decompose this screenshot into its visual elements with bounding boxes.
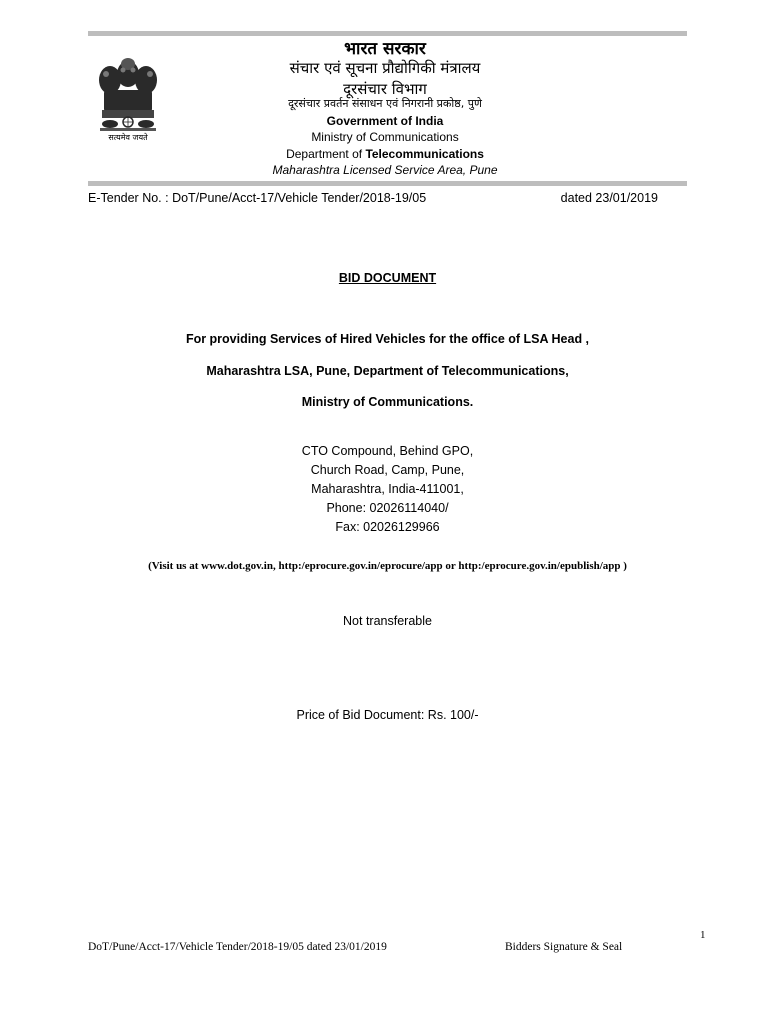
tender-date: dated 23/01/2019 xyxy=(560,191,658,205)
purpose-line-3: Ministry of Communications. xyxy=(301,395,474,409)
header-government: Government of India xyxy=(326,114,444,128)
header-department-bold: Telecommunications xyxy=(365,147,484,161)
header-hindi-line4: दूरसंचार प्रवर्तन संसाधन एवं निगरानी प्रकोष्ठ, पुणे xyxy=(288,97,482,110)
purpose-line-2: Maharashtra LSA, Pune, Department of Telecommunications, xyxy=(206,364,569,378)
address-fax: Fax: 02026129966 xyxy=(335,520,440,534)
not-transferable-note: Not transferable xyxy=(343,614,432,628)
visit-us-links: (Visit us at www.dot.gov.in, http:/eprocure.gov.in/eprocure/app or http:/eprocure.gov.in/epublish/app ) xyxy=(148,560,627,572)
page-number: 1 xyxy=(700,929,706,941)
header-hindi-line2: संचार एवं सूचना प्रौद्योगिकी मंत्रालय xyxy=(289,59,481,77)
header-department xyxy=(200,147,570,161)
emblem-caption: सत्यमेव जयते xyxy=(108,133,148,142)
header-bottom-rule xyxy=(88,181,687,186)
address-line: Maharashtra, India-411001, xyxy=(311,482,464,496)
bid-price: Price of Bid Document: Rs. 100/- xyxy=(296,708,479,722)
header-service-area: Maharashtra Licensed Service Area, Pune xyxy=(272,163,498,177)
address-line: Church Road, Camp, Pune, xyxy=(310,463,465,477)
address-phone: Phone: 02026114040/ xyxy=(326,501,449,515)
footer-signature: Bidders Signature & Seal xyxy=(505,941,623,953)
header-hindi-line1: भारत सरकार xyxy=(344,39,426,59)
bid-document-title: BID DOCUMENT xyxy=(338,271,437,285)
purpose-line-1: For providing Services of Hired Vehicles for the office of LSA Head , xyxy=(185,332,590,346)
address-line: CTO Compound, Behind GPO, xyxy=(301,444,474,458)
footer-reference: DoT/Pune/Acct-17/Vehicle Tender/2018-19/05 dated 23/01/2019 xyxy=(88,941,387,953)
header-hindi-line3: दूरसंचार विभाग xyxy=(343,80,427,98)
tender-number: E-Tender No. : DoT/Pune/Acct-17/Vehicle Tender/2018-19/05 xyxy=(88,191,427,205)
header-department-prefix: Department of xyxy=(286,147,366,161)
header-ministry: Ministry of Communications xyxy=(311,130,459,144)
